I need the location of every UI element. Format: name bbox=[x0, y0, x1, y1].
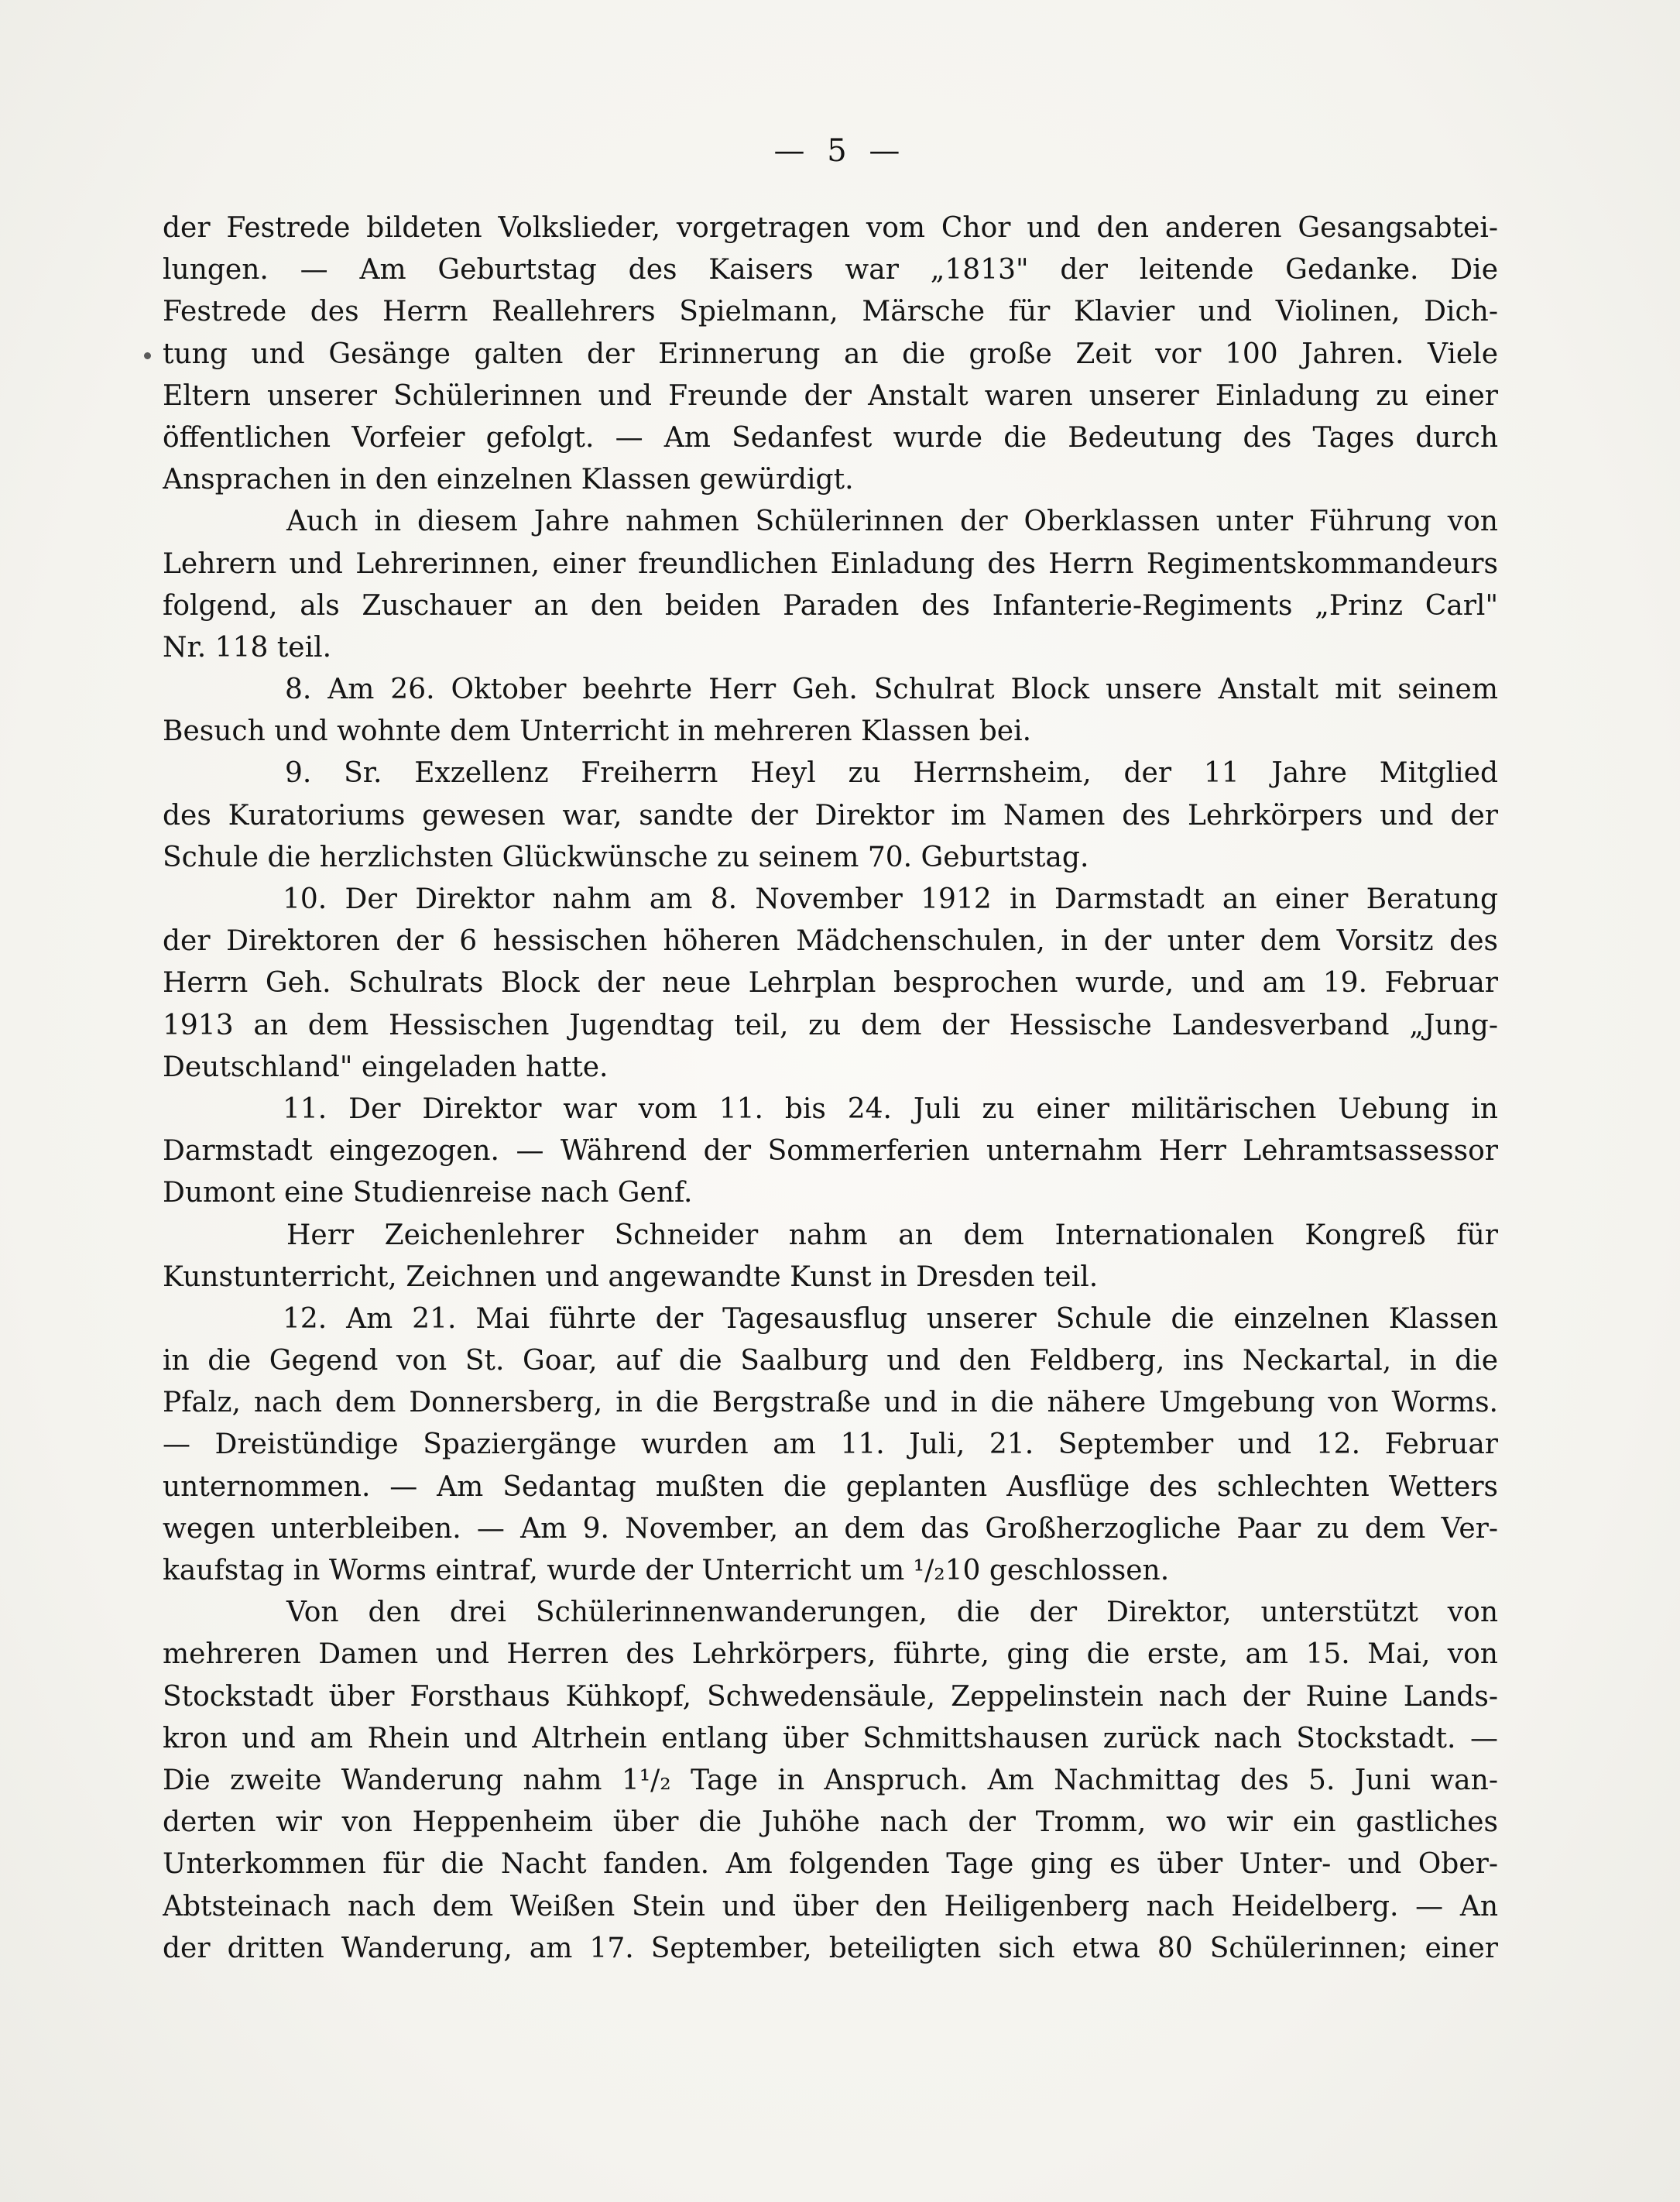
text-line: der dritten Wanderung, am 17. September, beteiligten sich etwa 80 Schülerinnen; einer bbox=[163, 1932, 1498, 1964]
text-line: Darmstadt eingezogen. — Während der Sommerferien unternahm Herr Lehramtsassessor bbox=[163, 1135, 1498, 1168]
text-line: Abtsteinach nach dem Weißen Stein und über den Heiligenberg nach Heidelberg. — An bbox=[163, 1890, 1498, 1922]
text-line: Pfalz, nach dem Donnersberg, in die Bergstraße und in die nähere Umgebung von Worms. bbox=[163, 1387, 1498, 1419]
text-line: lungen. — Am Geburtstag des Kaisers war „1813" der leitende Gedanke. Die bbox=[163, 254, 1498, 286]
text-line: wegen unterbleiben. — Am 9. November, an dem das Großherzogliche Paar zu dem Ver- bbox=[163, 1512, 1498, 1545]
text-line: 1913 an dem Hessischen Jugendtag teil, zu dem der Hessische Landesverband „Jung- bbox=[163, 1009, 1498, 1041]
text-line: Lehrern und Lehrerinnen, einer freundlichen Einladung des Herrn Regimentskommandeurs bbox=[163, 547, 1498, 580]
paragraph-end-line: kaufstag in Worms eintraf, wurde der Unterricht um ¹/₂10 geschlossen. bbox=[163, 1555, 1170, 1586]
text-line: der Direktoren der 6 hessischen höheren Mädchenschulen, in der unter dem Vorsitz des bbox=[163, 925, 1498, 958]
text-line: öffentlichen Vorfeier gefolgt. — Am Sedanfest wurde die Bedeutung des Tages durch bbox=[163, 421, 1498, 454]
paragraph-end-line: Kunstunterricht, Zeichnen und angewandte Kunst in Dresden teil. bbox=[163, 1260, 1099, 1293]
text-line: kron und am Rhein und Altrhein entlang über Schmittshausen zurück nach Stockstadt. — bbox=[163, 1722, 1498, 1754]
item-8-start-line: 8. Am 26. Oktober beehrte Herr Geh. Schulrat Block unsere Anstalt mit seinem bbox=[285, 674, 1498, 706]
text-line: in die Gegend von St. Goar, auf die Saalburg und den Feldberg, ins Neckartal, in die bbox=[163, 1345, 1498, 1377]
item-12-start-line: 12. Am 21. Mai führte der Tagesausflug unserer Schule die einzelnen Klassen bbox=[283, 1302, 1498, 1335]
text-line: unternommen. — Am Sedantag mußten die geplanten Ausflüge des schlechten Wetters bbox=[163, 1470, 1498, 1503]
item-11-start-line: 11. Der Direktor war vom 11. bis 24. Juli zu einer militärischen Uebung in bbox=[283, 1092, 1498, 1125]
paragraph-end-line: Ansprachen in den einzelnen Klassen gewürdigt. bbox=[163, 464, 854, 496]
paragraph-start-line: Herr Zeichenlehrer Schneider nahm an dem Internationalen Kongreß für bbox=[286, 1219, 1498, 1251]
paragraph-end-line: Schule die herzlichsten Glückwünsche zu seinem 70. Geburtstag. bbox=[163, 841, 1089, 873]
text-line: Stockstadt über Forsthaus Kühkopf, Schwedensäule, Zeppelinstein nach der Ruine Lands- bbox=[163, 1680, 1498, 1713]
text-line: derten wir von Heppenheim über die Juhöhe nach der Tromm, wo wir ein gastliches bbox=[163, 1806, 1498, 1839]
paragraph-end-line: Nr. 118 teil. bbox=[163, 631, 332, 664]
item-9-start-line: 9. Sr. Exzellenz Freiherrn Heyl zu Herrnsheim, der 11 Jahre Mitglied bbox=[285, 757, 1498, 790]
text-line: Festrede des Herrn Reallehrers Spielmann, Märsche für Klavier und Violinen, Dich- bbox=[163, 296, 1498, 328]
paragraph-end-line: Besuch und wohnte dem Unterricht in mehreren Klassen bei. bbox=[163, 715, 1032, 748]
paragraph-start-line: Von den drei Schülerinnenwanderungen, die der Direktor, unterstützt von bbox=[286, 1597, 1498, 1629]
text-line: mehreren Damen und Herren des Lehrkörpers, führte, ging die erste, am 15. Mai, von bbox=[163, 1638, 1498, 1671]
text-line: — Dreistündige Spaziergänge wurden am 11. Juli, 21. September und 12. Februar bbox=[163, 1429, 1498, 1461]
text-line: tung und Gesänge galten der Erinnerung an die große Zeit vor 100 Jahren. Viele bbox=[163, 338, 1498, 370]
margin-ink-dot bbox=[144, 352, 151, 359]
item-10-start-line: 10. Der Direktor nahm am 8. November 1912 in Darmstadt an einer Beratung bbox=[283, 883, 1498, 915]
paragraph-end-line: Dumont eine Studienreise nach Genf. bbox=[163, 1177, 693, 1209]
text-line: folgend, als Zuschauer an den beiden Paraden des Infanterie-Regiments „Prinz Carl" bbox=[163, 589, 1498, 622]
text-line: der Festrede bildeten Volkslieder, vorgetragen vom Chor und den anderen Gesangsabtei- bbox=[163, 212, 1498, 244]
paragraph-start-line: Auch in diesem Jahre nahmen Schülerinnen der Oberklassen unter Führung von bbox=[286, 506, 1498, 538]
text-line: Herrn Geh. Schulrats Block der neue Lehrplan besprochen wurde, und am 19. Februar bbox=[163, 967, 1498, 1000]
page-number: — 5 — bbox=[773, 133, 907, 169]
text-line: Eltern unserer Schülerinnen und Freunde der Anstalt waren unserer Einladung zu einer bbox=[163, 379, 1498, 412]
text-line: Unterkommen für die Nacht fanden. Am folgenden Tage ging es über Unter- und Ober- bbox=[163, 1848, 1498, 1881]
paragraph-end-line: Deutschland" eingeladen hatte. bbox=[163, 1051, 609, 1083]
text-line: des Kuratoriums gewesen war, sandte der Direktor im Namen des Lehrkörpers und der bbox=[163, 799, 1498, 832]
body-text bbox=[163, 208, 1498, 1970]
text-line: Die zweite Wanderung nahm 1¹/₂ Tage in Anspruch. Am Nachmittag des 5. Juni wan- bbox=[163, 1764, 1498, 1796]
